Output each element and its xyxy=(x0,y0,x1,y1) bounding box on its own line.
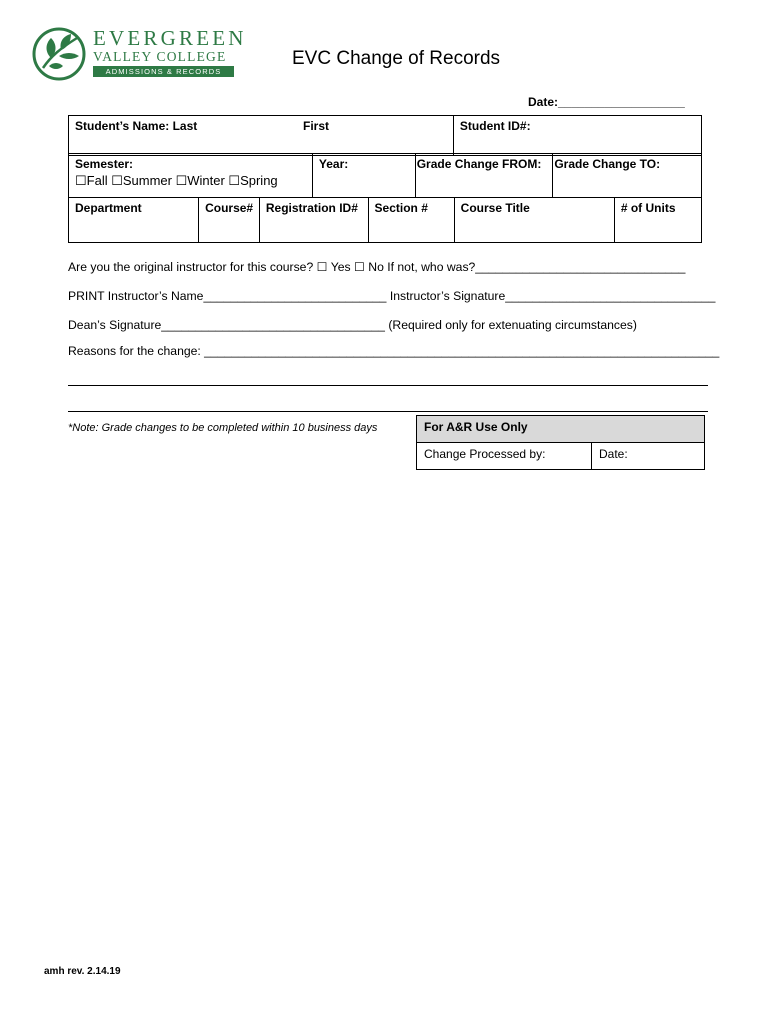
year-label: Year: xyxy=(318,157,349,171)
grade-from-cell[interactable] xyxy=(415,154,553,198)
ar-box-heading: For A&R Use Only xyxy=(417,416,704,443)
leaf-emblem-icon xyxy=(31,26,87,82)
change-processed-by-field[interactable]: Change Processed by: xyxy=(417,443,592,469)
logo-text-admissions: ADMISSIONS & RECORDS xyxy=(93,66,234,77)
revision-footer: amh rev. 2.14.19 xyxy=(44,966,121,977)
year-cell[interactable] xyxy=(312,154,415,198)
first-name-label: First xyxy=(303,119,330,133)
department-label: Department xyxy=(75,201,142,215)
registration-cell[interactable] xyxy=(259,198,368,243)
student-info-table xyxy=(68,115,702,156)
course-label: Course# xyxy=(205,201,254,215)
grade-from-label: Grade Change FROM: xyxy=(416,157,542,171)
page-title: EVC Change of Records xyxy=(292,48,501,69)
ar-date-field[interactable]: Date: xyxy=(599,447,628,461)
reasons-blank-line-2[interactable] xyxy=(68,410,708,412)
grade-to-cell[interactable] xyxy=(553,154,702,198)
logo-text-evergreen: EVERGREEN xyxy=(93,26,247,50)
section-label: Section # xyxy=(374,201,428,215)
print-name-line[interactable]: PRINT Instructor’s Name___________________________ Instructor’s Signature_______________________________ xyxy=(68,289,716,303)
course-title-label: Course Title xyxy=(460,201,530,215)
student-id-label: Student ID#: xyxy=(459,119,531,133)
reasons-blank-line-1[interactable] xyxy=(68,384,708,386)
department-cell[interactable] xyxy=(69,198,199,243)
student-name-cell[interactable] xyxy=(69,116,454,156)
date-field[interactable]: Date:___________________ xyxy=(528,95,685,109)
units-cell[interactable] xyxy=(614,198,701,243)
semester-checkboxes[interactable]: ☐Fall ☐Summer ☐Winter ☐Spring xyxy=(75,173,278,188)
units-label: # of Units xyxy=(620,201,676,215)
original-instructor-line[interactable]: Are you the original instructor for this course? ☐ Yes ☐ No If not, who was?_______________________________ xyxy=(68,260,686,274)
semester-label: Semester: xyxy=(75,157,134,171)
student-name-label: Student’s Name: Last xyxy=(75,119,198,133)
ar-use-only-box xyxy=(416,415,705,470)
reasons-line[interactable]: Reasons for the change: ____________________________________________________________________________ xyxy=(68,344,720,358)
dean-signature-line[interactable]: Dean’s Signature_________________________________ (Required only for extenuating circumstances) xyxy=(68,318,637,332)
note-text: *Note: Grade changes to be completed within 10 business days xyxy=(68,422,378,434)
semester-table xyxy=(68,153,702,198)
course-title-cell[interactable] xyxy=(454,198,614,243)
registration-label: Registration ID# xyxy=(265,201,358,215)
course-table xyxy=(68,197,702,243)
logo-text-valley-college: VALLEY COLLEGE xyxy=(93,49,227,64)
student-id-cell[interactable] xyxy=(453,116,701,156)
evergreen-logo xyxy=(31,26,247,84)
section-cell[interactable] xyxy=(368,198,454,243)
semester-cell[interactable] xyxy=(69,154,313,198)
grade-to-label: Grade Change TO: xyxy=(554,157,661,171)
course-cell[interactable] xyxy=(199,198,260,243)
